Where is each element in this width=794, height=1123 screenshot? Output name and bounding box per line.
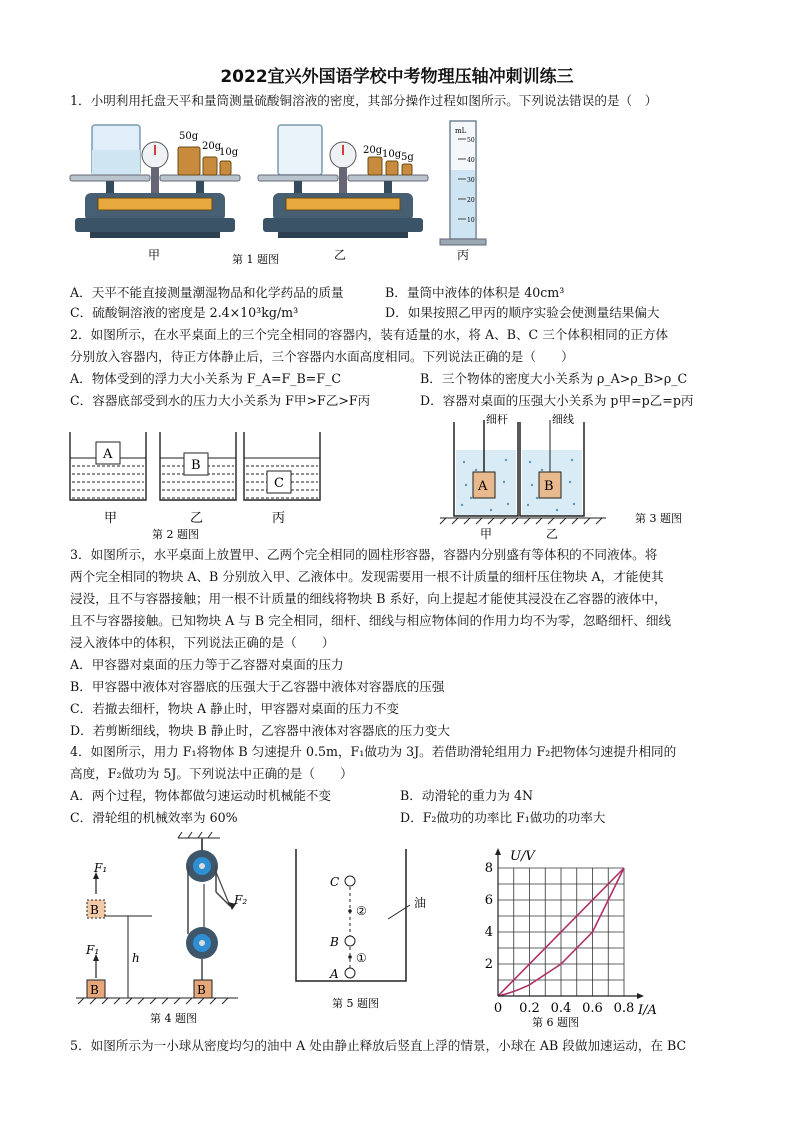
point-b: B (330, 935, 339, 949)
oil-label: 油 (414, 896, 427, 910)
figure-label: 丙 (272, 511, 286, 526)
container-jia (454, 412, 518, 516)
q1-option-a: A．天平不能直接测量潮湿物品和化学药品的质量 (70, 285, 344, 300)
figure-label: 乙 (190, 511, 204, 526)
q3-option-d: D．若剪断细线，物块 B 静止时，乙容器中液体对容器底的压力变大 (70, 723, 450, 738)
q4-stem-line2: 高度，F₂做功为 5J。下列说法中正确的是（ ） (70, 766, 353, 781)
q6-chart (470, 830, 660, 1029)
q3-stem-line5: 浸入液体中的体积，下列说法正确的是（ ） (70, 635, 335, 650)
y-axis-label: U/V (510, 849, 535, 864)
q4-option-c: C．滑轮组的机械效率为 60% (70, 810, 238, 825)
block-a: A (478, 479, 488, 494)
cylinder-tick: 20 (467, 197, 475, 204)
weight-label: 50g (179, 131, 199, 142)
x-tick-label: 0.8 (613, 1001, 635, 1016)
graduated-cylinder (440, 121, 486, 245)
q1-option-c: C．硫酸铜溶液的密度是 2.4×10³kg/m³ (70, 305, 299, 320)
q1-stem: 1．小明利用托盘天平和量筒测量硫酸铜溶液的密度，其部分操作过程如图所示。下列说法错误的是（ ） (70, 93, 658, 108)
q3-option-b: B．甲容器中液体对容器底的压强大于乙容器中液体对容器底的压强 (70, 679, 445, 694)
cylinder-unit: mL (455, 127, 467, 135)
x-tick-label: 0.6 (582, 1001, 603, 1016)
figure-label: 甲 (148, 248, 161, 262)
figure-label: 乙 (334, 248, 347, 262)
figure-caption: 第 1 题图 (232, 253, 279, 266)
block-b: B (197, 983, 206, 997)
block-b: B (544, 479, 554, 494)
q2-option-a: A．物体受到的浮力大小关系为 F_A=F_B=F_C (70, 371, 342, 386)
height-h: h (132, 951, 140, 965)
q3-stem-line4: 且不与容器接触。已知物块 A 与 B 完全相同，细杆、细线与相应物体间的作用力均不为零，忽略细杆、细线 (70, 613, 672, 628)
force-f2: F₂ (234, 893, 248, 907)
figure-caption: 第 4 题图 (150, 1012, 197, 1025)
q2-stem-line2: 分别放入容器内，待正方体静止后，三个容器内水面高度相同。下列说法正确的是（ ） (70, 349, 574, 364)
cylinder-tick: 10 (467, 217, 475, 224)
cylinder-tick: 50 (467, 137, 475, 144)
block-a: A (103, 447, 113, 462)
figure-caption: 第 6 题图 (532, 1016, 579, 1029)
q3-stem-line2: 两个完全相同的物块 A、B 分别放入甲、乙液体中。发现需要用一根不计质量的细杆压住物块 A，才能使其 (70, 569, 664, 584)
q3-figure (436, 410, 696, 540)
y-tick-label: 4 (484, 925, 493, 940)
weight-label: 10g (382, 149, 402, 160)
container-c (244, 432, 320, 500)
figure-label: 丙 (457, 248, 470, 262)
force-f1-bottom: F₁ (86, 943, 100, 957)
q2-option-c: C．容器底部受到水的压力大小关系为 F甲>F乙>F丙 (70, 393, 371, 408)
figure-label: 甲 (480, 527, 493, 541)
point-a: A (330, 967, 339, 981)
figure-caption: 第 3 题图 (635, 512, 682, 525)
q4-option-b: B．动滑轮的重力为 4N (400, 788, 534, 803)
q3-option-a: A．甲容器对桌面的压力等于乙容器对桌面的压力 (70, 657, 344, 672)
cylinder-tick: 40 (467, 157, 475, 164)
segment-2: ② (356, 904, 367, 918)
balance-b (258, 125, 428, 238)
x-tick-label: 0 (493, 1001, 503, 1016)
block-c: C (274, 476, 284, 491)
figure-label: 甲 (104, 511, 118, 526)
q5-stem-line1: 5．如图所示为一小球从密度均匀的油中 A 处由静止释放后竖直上浮的情景，小球在 AB 段做加速运动，在 BC (70, 1038, 687, 1053)
q1-option-d: D．如果按照乙甲丙的顺序实验会使测量结果偏大 (385, 305, 660, 320)
y-tick-label: 6 (484, 893, 493, 908)
q3-stem-line3: 浸没，且不与容器接触；用一根不计质量的细线将物块 B 系好，向上提起才能使其浸没在乙容器的液体中， (70, 591, 667, 606)
x-axis-arrow (637, 993, 644, 999)
weight-label: 20g (202, 141, 222, 152)
x-tick-label: 0.2 (519, 1001, 540, 1016)
q5-figure (292, 845, 432, 1015)
block-b-ground: B (90, 983, 99, 997)
q1-option-b: B．量筒中液体的体积是 40cm³ (385, 285, 565, 300)
cylinder-tick: 30 (467, 177, 475, 184)
weight-label: 20g (363, 145, 383, 156)
q2-option-d: D．容器对桌面的压强大小关系为 p甲=p乙=p丙 (420, 393, 694, 408)
q4-option-d: D．F₂做功的功率比 F₁做功的功率大 (400, 810, 606, 825)
container-a (70, 432, 146, 500)
x-tick-label: 0.4 (550, 1001, 572, 1016)
container-b (160, 432, 236, 500)
figure-caption: 第 5 题图 (332, 997, 379, 1010)
block-b-raised: B (90, 903, 99, 917)
page-title: 2022宜兴外国语学校中考物理压轴冲刺训练三 (220, 67, 574, 87)
rod-label: 细杆 (486, 413, 508, 426)
y-axis-arrow (495, 848, 501, 855)
q1-figure (0, 115, 794, 295)
y-tick-label: 2 (484, 957, 493, 972)
point-c: C (330, 875, 340, 889)
q3-option-c: C．若撤去细杆，物块 A 静止时，甲容器对桌面的压力不变 (70, 701, 399, 716)
block-b: B (191, 458, 201, 473)
q4-stem-line1: 4．如图所示，用力 F₁将物体 B 匀速提升 0.5m，F₁做功为 3J。若借助滑轮组用力 F₂把物体匀速提升相同的 (70, 744, 677, 759)
segment-1: ① (356, 951, 367, 965)
thread-label: 细线 (552, 413, 574, 426)
weight-label: 5g (401, 152, 414, 163)
x-axis-label: I/A (638, 1003, 657, 1018)
q2-figure (68, 430, 308, 540)
figure-caption: 第 2 题图 (152, 528, 199, 541)
q2-stem-line1: 2．如图所示，在水平桌面上的三个完全相同的容器内，装有适量的水，将 A、B、C 三个体积相同的正方体 (70, 327, 669, 342)
q3-stem-line1: 3．如图所示，水平桌面上放置甲、乙两个完全相同的圆柱形容器，容器内分别盛有等体积的不同液体。将 (70, 547, 658, 562)
container-yi (520, 412, 584, 516)
y-tick-label: 8 (484, 861, 493, 876)
figure-label: 乙 (546, 527, 559, 541)
q4-option-a: A．两个过程，物体都做匀速运动时机械能不变 (70, 788, 331, 803)
force-f1-top: F₁ (94, 861, 108, 875)
weight-label: 10g (219, 147, 239, 158)
q2-option-b: B．三个物体的密度大小关系为 ρ_A>ρ_B>ρ_C (420, 371, 688, 386)
q4-figure (70, 832, 270, 1032)
